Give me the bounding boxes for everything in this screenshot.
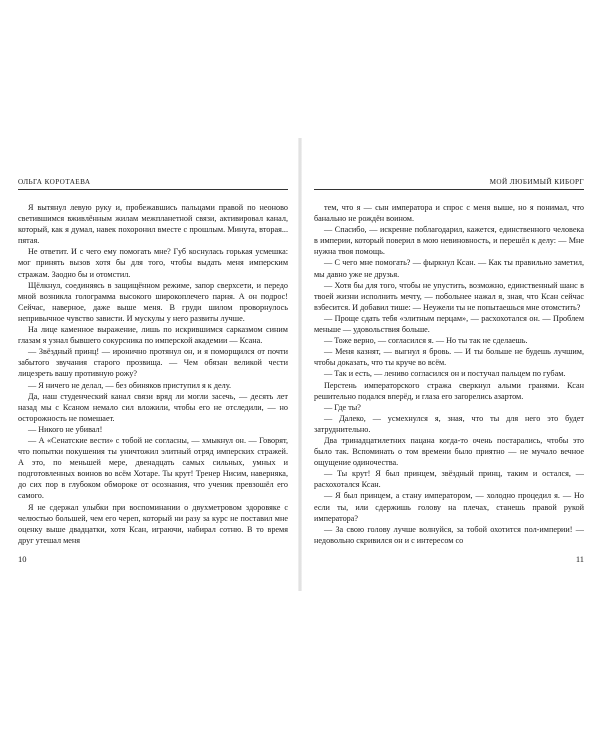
left-page-number: 10: [18, 554, 27, 564]
paragraph: Щёлкнул, соединяясь в защищённом режиме, запор сверхсети, и передо мной возникла голограмма высокого широкоплечего парня. А он подрос! Сейчас, наверное, даже выше меня. В груди шилом проворнулось непривычное чувство зависти. И мускулы у него развиты лучше.: [18, 280, 288, 323]
paragraph: — А «Сенатские вести» с тобой не согласны, — хмыкнул он. — Говорят, что попытки покушения ты уничтожил элитный отряд имперских стражей. А это, по меньшей мере, двенадцать самых сильных, умных и подготовленных воинов во всём Хотаре. Ты крут! Тренер Нисим, наверняка, до сих пор в глубоком обмороке от осознания, что ученик превзошёл его самого.: [18, 435, 288, 501]
book-spread: [0, 138, 600, 591]
paragraph: На лице каменное выражение, лишь по искрившимся сарказмом синим глазам я узнал бывшего сокурсника по имперской академии — Ксана.: [18, 325, 288, 346]
paragraph: — Ты крут! Я был принцем, звёздный принц, таким и остался, — расхохотался Ксан.: [314, 469, 584, 490]
paragraph: — Проще сдать тебя «элитным перцам», — расхохотался он. — Проблем меньше — удовольствия больше.: [314, 313, 584, 335]
paragraph: — С чего мне помогать? — фыркнул Ксан. — Как ты правильно заметил, мы давно уже не друзья.: [314, 258, 584, 279]
paragraph: — Звёздный принц! — иронично протянул он, и я поморщился от почти забытого звучания старого прозвища. — Чем обязан великой чести лицезреть вашу противную рожу?: [18, 347, 288, 379]
paragraph: — Меня казнят, — выгнул я бровь. — И ты больше не будешь лучшим, чтобы доказать, что ты круче во всём.: [314, 347, 584, 368]
paragraph: Да, наш студенческий канал связи вряд ли могли засечь, — десять лет назад мы с Ксаном немало сил вложили, чтобы его не отследили, — но осторожность не помешает.: [18, 391, 288, 423]
paragraph: Перстень императорского стража сверкнул алыми гранями. Ксан решительно подался вперёд, и глаза его загорелись азартом.: [314, 380, 584, 401]
paragraph: Два тринадцатилетних пацана когда-то очень постарались, чтобы это было так. Вспоминать о том времени было приятно — не мучало вечное ощущение одиночества.: [314, 435, 584, 468]
paragraph: Не ответит. И с чего ему помогать мне? Губ коснулась горькая усмешка: мог принять вызов хотя бы для того, чтобы выдать меня имперским стражам. Заодно бы и отомстил.: [18, 247, 288, 279]
right-running-head: МОЙ ЛЮБИМЫЙ КИБОРГ: [314, 178, 584, 190]
paragraph: — Спасибо, — искренне поблагодарил, кажется, единственного человека в империи, который поверил в мою невиновность, и перешёл к делу: — Мне нужна твоя помощь.: [314, 225, 584, 257]
paragraph: Я не сдержал улыбки при воспоминании о двухметровом здоровяке с челюстью большей, чем его череп, который ни разу за курс не поставил мне оценку выше двадцатки, хотя Ксан, играючи, набирал сотню. В то время друг утешал меня: [18, 502, 288, 545]
right-page-number: 11: [575, 554, 584, 564]
paragraph: — Хотя бы для того, чтобы не упустить, возможно, единственный шанс в твоей жизни исполнить мечту, — побольнее нажал я, зная, что Ксан сейчас взбесится. И добавил тише: — Неужели ты не попытаешься мне отомстить?: [314, 280, 584, 312]
paragraph: — За свою голову лучше волнуйся, за тобой охотится пол-империи! — недовольно скривился он и с интересом со: [314, 524, 584, 545]
left-running-head: ОЛЬГА КОРОТАЕВА: [18, 178, 288, 190]
left-page: [18, 138, 288, 591]
paragraph: — Так и есть, — лениво согласился он и постучал пальцем по губам.: [324, 369, 566, 379]
paragraph: — Где ты?: [324, 402, 361, 412]
paragraph: — Далеко, — усмехнулся я, зная, что ты для него это будет затруднительно.: [314, 413, 584, 434]
right-page: [314, 138, 584, 591]
right-page-text: [314, 202, 584, 546]
paragraph: — Я был принцем, а стану императором, — холодно процедил я. — Но если ты, или сдержишь голову на плечах, станешь правой рукой императора?: [314, 491, 584, 523]
left-page-text: [18, 202, 288, 546]
paragraph: тем, что я — сын императора и спрос с меня выше, но я понимал, что банально не рождён воином.: [314, 203, 584, 224]
paragraph: — Я ничего не делал, — без обиняков приступил я к делу.: [28, 380, 232, 390]
book-gutter: [298, 138, 302, 591]
paragraph: — Тоже верно, — согласился я. — Но ты так не сделаешь.: [324, 336, 528, 346]
paragraph: — Никого не убивал!: [28, 424, 103, 434]
paragraph: Я вытянул левую руку и, пробежавшись пальцами правой по неоново светившимся вживлённым жилам межпланетной связи, активировал канал, который, как я думал, навек похоронил вместе с прошлым. Минута, вторая... пятая.: [18, 203, 288, 246]
